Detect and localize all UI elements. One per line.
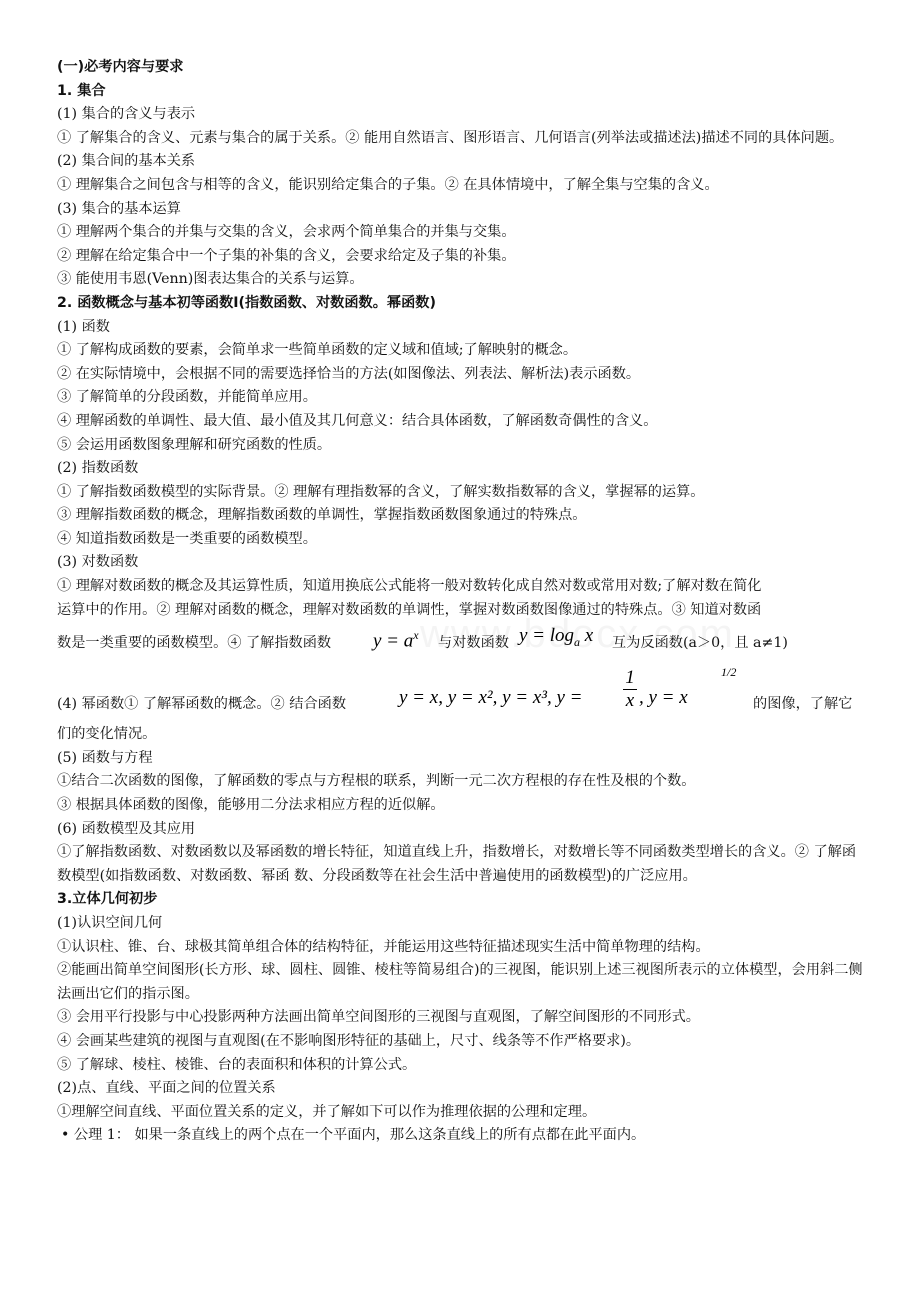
paragraph: ① 了解集合的含义、元素与集合的属于关系。② 能用自然语言、图形语言、几何语言(列举法或描述法)描述不同的具体问题。 (57, 129, 844, 146)
paragraph: ④ 会画某些建筑的视图与直观图(在不影响图形特征的基础上，尺寸、线条等不作严格要求)。 (57, 1032, 641, 1049)
paragraph: ② 在实际情境中，会根据不同的需要选择恰当的方法(如图像法、列表法、解析法)表示函数。 (57, 365, 641, 382)
paragraph: ① 理解两个集合的并集与交集的含义，会求两个简单集合的并集与交集。 (57, 224, 516, 241)
formula-exponent-half: 1/2 (721, 665, 737, 680)
paragraph: ① 理解集合之间包含与相等的含义，能识别给定集合的子集。② 在具体情境中，了解全集与空集的含义。 (57, 176, 719, 193)
paragraph-text: 互为反函数(a＞0，且 a≠1) (612, 635, 788, 652)
paragraph-text: (4) 幂函数① 了解幂函数的概念。② 结合函数 (57, 696, 347, 713)
subheading: (2)点、直线、平面之间的位置关系 (57, 1080, 276, 1097)
subheading: (2) 集合间的基本关系 (57, 153, 196, 170)
paragraph: ③ 能使用韦恩(Venn)图表达集合的关系与运算。 (57, 271, 364, 288)
paragraph: ③ 了解简单的分段函数，并能简单应用。 (57, 389, 317, 406)
topic-heading-functions: 2. 函数概念与基本初等函数Ⅰ(指数函数、对数函数。幂函数) (57, 294, 436, 311)
paragraph: ①认识柱、锥、台、球极其简单组合体的结构特征，并能运用这些特征描述现实生活中简单物理的结构。 (57, 938, 710, 955)
paragraph: ① 了解指数函数模型的实际背景。② 理解有理指数幂的含义，了解实数指数幂的含义，掌握幂的运算。 (57, 483, 705, 500)
paragraph: ② 理解在给定集合中一个子集的补集的含义，会要求给定及子集的补集。 (57, 247, 516, 264)
subheading: (2) 指数函数 (57, 460, 139, 477)
paragraph: ④ 知道指数函数是一类重要的函数模型。 (57, 530, 317, 547)
paragraph: ①结合二次函数的图像，了解函数的零点与方程根的联系，判断一元二次方程根的存在性及根的个数。 (57, 773, 696, 790)
paragraph: ①了解指数函数、对数函数以及幂函数的增长特征，知道直线上升，指数增长，对数增长等不同函数类型增长的含义。② 了解函数模型(如指数函数、对数函数、幂函 数、分段函数等在社会生活中普遍使用的函数模型)的广泛应用。 (57, 844, 857, 884)
formula-power-functions: y = x, y = x², y = x³, y = (399, 687, 583, 709)
subheading: (6) 函数模型及其应用 (57, 820, 196, 837)
topic-heading-geometry: 3.立体几何初步 (57, 891, 158, 908)
paragraph: ③ 理解指数函数的概念，理解指数函数的单调性，掌握指数函数图象通过的特殊点。 (57, 507, 587, 524)
paragraph-text: 与对数函数 (438, 635, 509, 652)
section-heading: (一)必考内容与要求 (57, 59, 184, 75)
paragraph: 们的变化情况。 (57, 726, 157, 743)
subheading: (1) 集合的含义与表示 (57, 106, 196, 123)
formula-line-inverse (57, 622, 869, 665)
formula-power-half: , y = x (639, 687, 688, 709)
paragraph: ① 了解构成函数的要素，会简单求一些简单函数的定义域和值域;了解映射的概念。 (57, 342, 578, 359)
subheading: (1)认识空间几何 (57, 915, 163, 931)
paragraph: 运算中的作用。② 理解对函数的概念，理解对数函数的单调性，掌握对数函数图像通过的特殊点。③ 知道对数函 (57, 601, 762, 618)
topic-heading-sets: 1. 集合 (57, 82, 106, 99)
paragraph: ① 理解对数函数的概念及其运算性质，知道用换底公式能将一般对数转化成自然对数或常用对数;了解对数在简化 (57, 578, 762, 595)
paragraph-text: 数是一类重要的函数模型。④ 了解指数函数 (57, 635, 332, 652)
subheading: (1) 函数 (57, 318, 110, 335)
subheading: (3) 对数函数 (57, 554, 139, 571)
paragraph: ③ 会用平行投影与中心投影两种方法画出简单空间图形的三视图与直观图，了解空间图形的不同形式。 (57, 1009, 700, 1026)
document-body (57, 56, 869, 1148)
bullet-axiom: • 公理 1： 如果一条直线上的两个点在一个平面内，那么这条直线上的所有点都在此平面内。 (61, 1127, 646, 1144)
paragraph-text: 的图像，了解它 (753, 696, 853, 713)
paragraph: ④ 理解函数的单调性、最大值、最小值及其几何意义：结合具体函数，了解函数奇偶性的含义。 (57, 412, 658, 429)
formula-fraction: 1 x (623, 667, 637, 712)
formula-line-power (57, 665, 869, 723)
subheading: (5) 函数与方程 (57, 749, 153, 766)
paragraph: ②能画出简单空间图形(长方形、球、圆柱、圆锥、棱柱等简易组合)的三视图，能识别上述三视图所表示的立体模型，会用斜二侧法画出它们的指示图。 (57, 962, 863, 1002)
paragraph: ③ 根据具体函数的图像，能够用二分法求相应方程的近似解。 (57, 797, 445, 814)
paragraph: ⑤ 会运用函数图象理解和研究函数的性质。 (57, 436, 332, 453)
formula-logarithm: $y = \log_a x$ (519, 625, 594, 650)
paragraph: ①理解空间直线、平面位置关系的定义，并了解如下可以作为推理依据的公理和定理。 (57, 1103, 597, 1120)
subheading: (3) 集合的基本运算 (57, 200, 181, 217)
formula-exponential: $y = a^x$ (373, 628, 419, 652)
paragraph: ⑤ 了解球、棱柱、棱锥、台的表面积和体积的计算公式。 (57, 1056, 417, 1073)
